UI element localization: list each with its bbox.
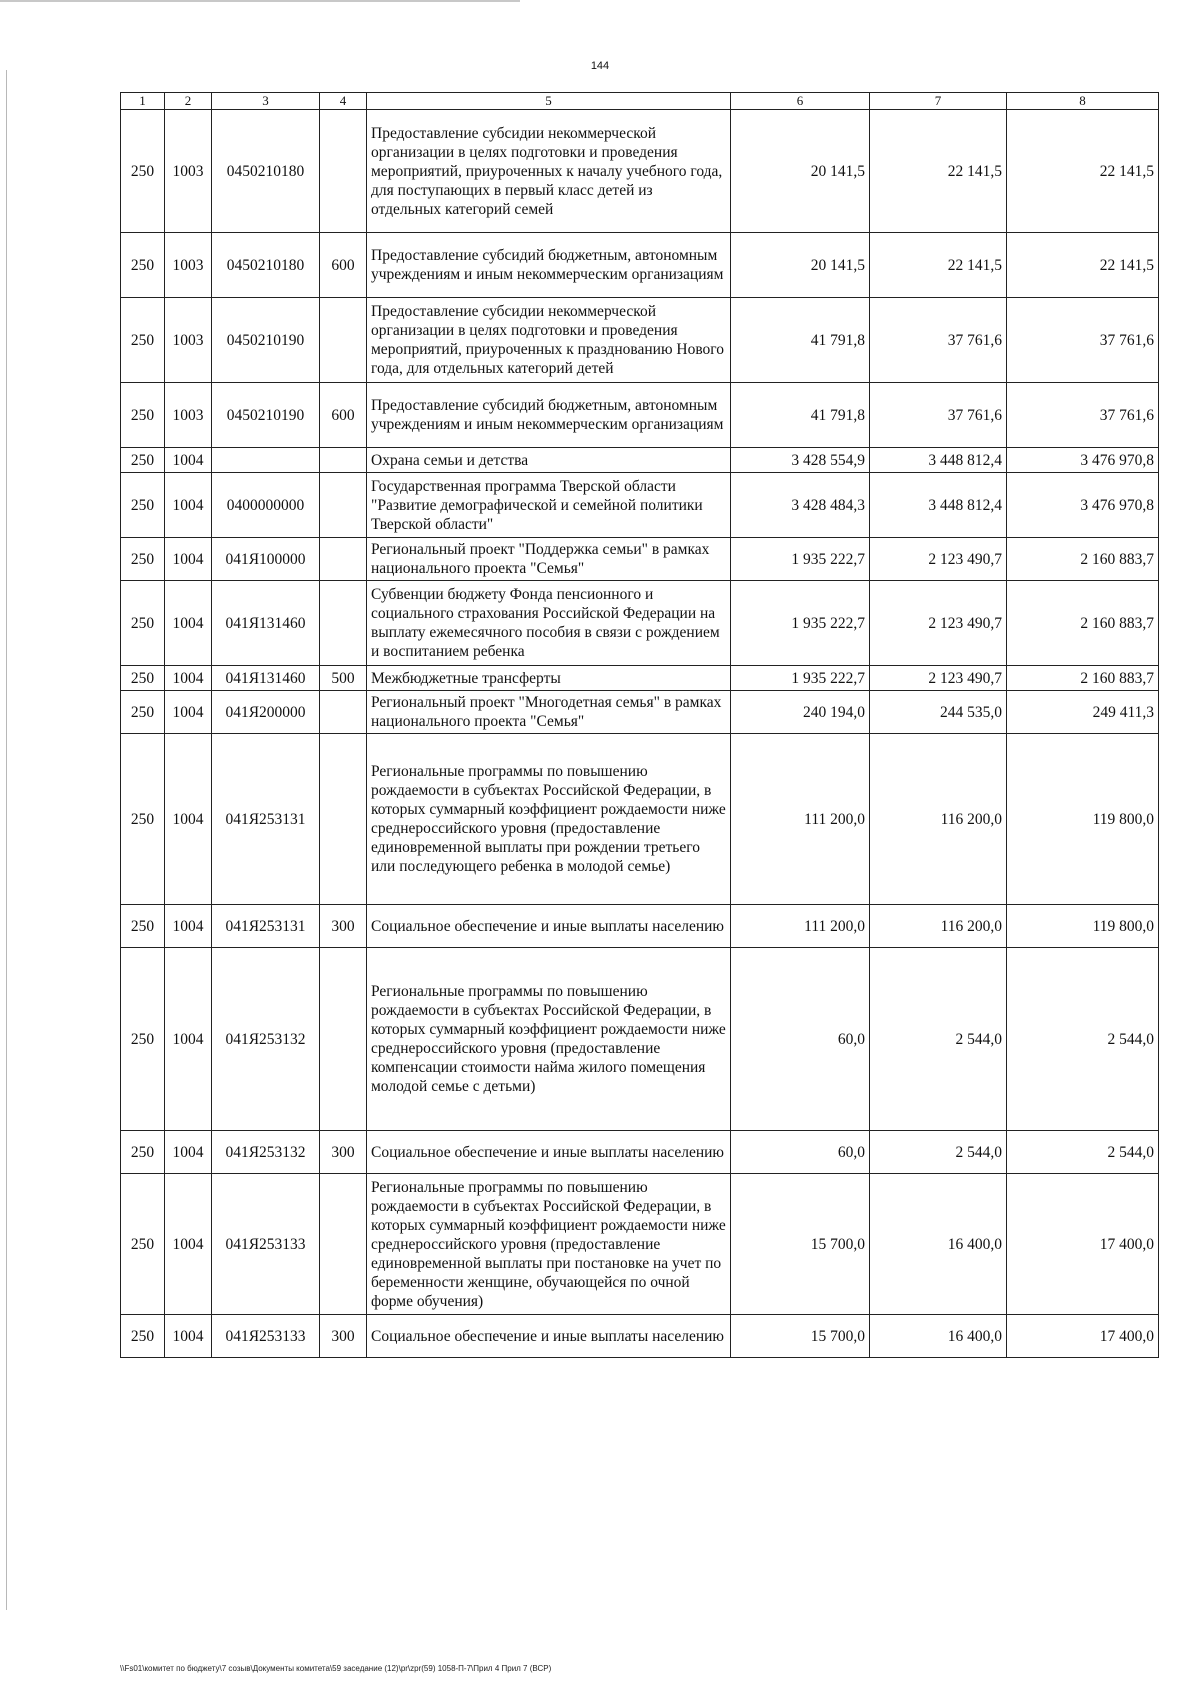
target-article-cell: 0400000000 xyxy=(212,473,320,538)
amount-year2-cell: 37 761,6 xyxy=(870,383,1007,448)
section-code-cell: 1003 xyxy=(165,383,212,448)
item-name-cell: Предоставление субсидии некоммерческой организации в целях подготовки и проведения мероприятий, приуроченных к празднованию Нового года, для отдельных категорий детей xyxy=(367,298,731,383)
target-article-cell: 041Я253132 xyxy=(212,1131,320,1174)
table-row xyxy=(121,948,1159,1131)
amount-year1-cell: 60,0 xyxy=(731,1131,870,1174)
amount-year1-cell: 60,0 xyxy=(731,948,870,1131)
amount-year1-cell: 41 791,8 xyxy=(731,383,870,448)
section-code-cell: 1003 xyxy=(165,298,212,383)
item-name-cell: Региональные программы по повышению рождаемости в субъектах Российской Федерации, в которых суммарный коэффициент рождаемости ниже среднероссийского уровня (предоставление единовременной выплаты при рождении третьего или последующего ребенка в молодой семье) xyxy=(367,734,731,905)
expense-type-cell xyxy=(320,298,367,383)
amount-year2-cell: 3 448 812,4 xyxy=(870,473,1007,538)
target-article-cell: 0450210190 xyxy=(212,298,320,383)
amount-year3-cell: 37 761,6 xyxy=(1007,298,1159,383)
col-header-2: 2 xyxy=(165,93,212,110)
section-code-cell: 1004 xyxy=(165,1315,212,1358)
amount-year3-cell: 2 544,0 xyxy=(1007,948,1159,1131)
expense-type-cell: 500 xyxy=(320,666,367,691)
expense-type-cell xyxy=(320,691,367,734)
amount-year2-cell: 2 544,0 xyxy=(870,1131,1007,1174)
expense-type-cell xyxy=(320,948,367,1131)
expense-type-cell: 300 xyxy=(320,1131,367,1174)
ministry-code-cell: 250 xyxy=(121,734,165,905)
item-name-cell: Социальное обеспечение и иные выплаты населению xyxy=(367,1131,731,1174)
amount-year2-cell: 2 123 490,7 xyxy=(870,538,1007,581)
section-code-cell: 1004 xyxy=(165,905,212,948)
target-article-cell: 041Я100000 xyxy=(212,538,320,581)
expense-type-cell: 600 xyxy=(320,233,367,298)
section-code-cell: 1003 xyxy=(165,233,212,298)
ministry-code-cell: 250 xyxy=(121,581,165,666)
item-name-cell: Региональный проект "Многодетная семья" в рамках национального проекта "Семья" xyxy=(367,691,731,734)
table-header xyxy=(121,93,1159,110)
table-row xyxy=(121,1315,1159,1358)
target-article-cell: 041Я131460 xyxy=(212,666,320,691)
ministry-code-cell: 250 xyxy=(121,448,165,473)
ministry-code-cell: 250 xyxy=(121,691,165,734)
ministry-code-cell: 250 xyxy=(121,298,165,383)
amount-year3-cell: 249 411,3 xyxy=(1007,691,1159,734)
section-code-cell: 1004 xyxy=(165,448,212,473)
expense-type-cell xyxy=(320,538,367,581)
amount-year3-cell: 22 141,5 xyxy=(1007,110,1159,233)
target-article-cell: 041Я253133 xyxy=(212,1315,320,1358)
scan-edge-noise xyxy=(0,0,520,2)
table-row xyxy=(121,581,1159,666)
amount-year2-cell: 2 544,0 xyxy=(870,948,1007,1131)
ministry-code-cell: 250 xyxy=(121,473,165,538)
amount-year3-cell: 17 400,0 xyxy=(1007,1174,1159,1315)
ministry-code-cell: 250 xyxy=(121,1315,165,1358)
amount-year1-cell: 111 200,0 xyxy=(731,734,870,905)
amount-year1-cell: 41 791,8 xyxy=(731,298,870,383)
amount-year2-cell: 116 200,0 xyxy=(870,905,1007,948)
table-row xyxy=(121,233,1159,298)
col-header-6: 6 xyxy=(731,93,870,110)
section-code-cell: 1003 xyxy=(165,110,212,233)
amount-year3-cell: 2 160 883,7 xyxy=(1007,666,1159,691)
col-header-1: 1 xyxy=(121,93,165,110)
expense-type-cell: 300 xyxy=(320,1315,367,1358)
ministry-code-cell: 250 xyxy=(121,1174,165,1315)
item-name-cell: Региональные программы по повышению рождаемости в субъектах Российской Федерации, в которых суммарный коэффициент рождаемости ниже среднероссийского уровня (предоставление единовременной выплаты при постановке на учет по беременности женщине, обучающейся по очной форме обучения) xyxy=(367,1174,731,1315)
target-article-cell: 041Я200000 xyxy=(212,691,320,734)
ministry-code-cell: 250 xyxy=(121,948,165,1131)
page-number: 144 xyxy=(590,60,610,72)
expense-type-cell xyxy=(320,734,367,905)
amount-year3-cell: 17 400,0 xyxy=(1007,1315,1159,1358)
amount-year3-cell: 22 141,5 xyxy=(1007,233,1159,298)
amount-year1-cell: 111 200,0 xyxy=(731,905,870,948)
expense-type-cell xyxy=(320,448,367,473)
expense-type-cell: 600 xyxy=(320,383,367,448)
item-name-cell: Региональные программы по повышению рождаемости в субъектах Российской Федерации, в которых суммарный коэффициент рождаемости ниже среднероссийского уровня (предоставление компенсации стоимости найма жилого помещения молодой семье с детьми) xyxy=(367,948,731,1131)
target-article-cell xyxy=(212,448,320,473)
section-code-cell: 1004 xyxy=(165,691,212,734)
amount-year1-cell: 1 935 222,7 xyxy=(731,538,870,581)
section-code-cell: 1004 xyxy=(165,538,212,581)
table-row xyxy=(121,110,1159,233)
amount-year1-cell: 1 935 222,7 xyxy=(731,581,870,666)
table-row xyxy=(121,1174,1159,1315)
target-article-cell: 0450210190 xyxy=(212,383,320,448)
target-article-cell: 041Я131460 xyxy=(212,581,320,666)
section-code-cell: 1004 xyxy=(165,581,212,666)
amount-year2-cell: 2 123 490,7 xyxy=(870,581,1007,666)
file-path-footer: \\Fs01\комитет по бюджету\7 созыв\Документы комитета\59 заседание (12)\pr\zpr(59) 1058-П-7\Прил 4 Прил 7 (ВСР) xyxy=(120,1664,552,1673)
table-row xyxy=(121,666,1159,691)
item-name-cell: Субвенции бюджету Фонда пенсионного и социального страхования Российской Федерации на выплату ежемесячного пособия в связи с рождением и воспитанием ребенка xyxy=(367,581,731,666)
amount-year3-cell: 2 160 883,7 xyxy=(1007,581,1159,666)
amount-year3-cell: 2 160 883,7 xyxy=(1007,538,1159,581)
amount-year1-cell: 20 141,5 xyxy=(731,233,870,298)
item-name-cell: Региональный проект "Поддержка семьи" в рамках национального проекта "Семья" xyxy=(367,538,731,581)
amount-year1-cell: 15 700,0 xyxy=(731,1315,870,1358)
section-code-cell: 1004 xyxy=(165,1131,212,1174)
section-code-cell: 1004 xyxy=(165,734,212,905)
ministry-code-cell: 250 xyxy=(121,666,165,691)
column-number-row xyxy=(121,93,1159,110)
ministry-code-cell: 250 xyxy=(121,905,165,948)
ministry-code-cell: 250 xyxy=(121,233,165,298)
amount-year3-cell: 2 544,0 xyxy=(1007,1131,1159,1174)
col-header-4: 4 xyxy=(320,93,367,110)
section-code-cell: 1004 xyxy=(165,1174,212,1315)
table-row xyxy=(121,383,1159,448)
table-row xyxy=(121,448,1159,473)
amount-year1-cell: 240 194,0 xyxy=(731,691,870,734)
target-article-cell: 041Я253133 xyxy=(212,1174,320,1315)
expense-type-cell xyxy=(320,110,367,233)
table-row xyxy=(121,538,1159,581)
col-header-3: 3 xyxy=(212,93,320,110)
item-name-cell: Предоставление субсидий бюджетным, автономным учреждениям и иным некоммерческим организациям xyxy=(367,383,731,448)
expense-type-cell xyxy=(320,581,367,666)
target-article-cell: 0450210180 xyxy=(212,110,320,233)
item-name-cell: Охрана семьи и детства xyxy=(367,448,731,473)
section-code-cell: 1004 xyxy=(165,948,212,1131)
section-code-cell: 1004 xyxy=(165,473,212,538)
amount-year2-cell: 244 535,0 xyxy=(870,691,1007,734)
table-body xyxy=(121,110,1159,1358)
ministry-code-cell: 250 xyxy=(121,1131,165,1174)
item-name-cell: Межбюджетные трансферты xyxy=(367,666,731,691)
amount-year3-cell: 119 800,0 xyxy=(1007,905,1159,948)
amount-year1-cell: 20 141,5 xyxy=(731,110,870,233)
table-row xyxy=(121,298,1159,383)
amount-year2-cell: 3 448 812,4 xyxy=(870,448,1007,473)
table-row xyxy=(121,734,1159,905)
amount-year2-cell: 22 141,5 xyxy=(870,110,1007,233)
amount-year2-cell: 22 141,5 xyxy=(870,233,1007,298)
amount-year2-cell: 37 761,6 xyxy=(870,298,1007,383)
scan-margin-line xyxy=(6,70,7,1610)
amount-year1-cell: 15 700,0 xyxy=(731,1174,870,1315)
col-header-8: 8 xyxy=(1007,93,1159,110)
col-header-5: 5 xyxy=(367,93,731,110)
table-row xyxy=(121,473,1159,538)
item-name-cell: Социальное обеспечение и иные выплаты населению xyxy=(367,1315,731,1358)
ministry-code-cell: 250 xyxy=(121,383,165,448)
item-name-cell: Предоставление субсидий бюджетным, автономным учреждениям и иным некоммерческим организациям xyxy=(367,233,731,298)
target-article-cell: 0450210180 xyxy=(212,233,320,298)
ministry-code-cell: 250 xyxy=(121,110,165,233)
amount-year3-cell: 119 800,0 xyxy=(1007,734,1159,905)
col-header-7: 7 xyxy=(870,93,1007,110)
item-name-cell: Социальное обеспечение и иные выплаты населению xyxy=(367,905,731,948)
table-row xyxy=(121,905,1159,948)
amount-year3-cell: 37 761,6 xyxy=(1007,383,1159,448)
amount-year2-cell: 16 400,0 xyxy=(870,1315,1007,1358)
table-row xyxy=(121,1131,1159,1174)
amount-year2-cell: 16 400,0 xyxy=(870,1174,1007,1315)
item-name-cell: Предоставление субсидии некоммерческой организации в целях подготовки и проведения мероприятий, приуроченных к началу учебного года, для поступающих в первый класс детей из отдельных категорий семей xyxy=(367,110,731,233)
ministry-code-cell: 250 xyxy=(121,538,165,581)
amount-year2-cell: 2 123 490,7 xyxy=(870,666,1007,691)
amount-year1-cell: 3 428 484,3 xyxy=(731,473,870,538)
amount-year1-cell: 3 428 554,9 xyxy=(731,448,870,473)
target-article-cell: 041Я253131 xyxy=(212,905,320,948)
section-code-cell: 1004 xyxy=(165,666,212,691)
amount-year3-cell: 3 476 970,8 xyxy=(1007,473,1159,538)
target-article-cell: 041Я253132 xyxy=(212,948,320,1131)
target-article-cell: 041Я253131 xyxy=(212,734,320,905)
expense-type-cell xyxy=(320,473,367,538)
expense-type-cell xyxy=(320,1174,367,1315)
table-row xyxy=(121,691,1159,734)
amount-year2-cell: 116 200,0 xyxy=(870,734,1007,905)
amount-year3-cell: 3 476 970,8 xyxy=(1007,448,1159,473)
expense-type-cell: 300 xyxy=(320,905,367,948)
amount-year1-cell: 1 935 222,7 xyxy=(731,666,870,691)
item-name-cell: Государственная программа Тверской области "Развитие демографической и семейной политики Тверской области" xyxy=(367,473,731,538)
budget-table xyxy=(120,92,1159,1358)
